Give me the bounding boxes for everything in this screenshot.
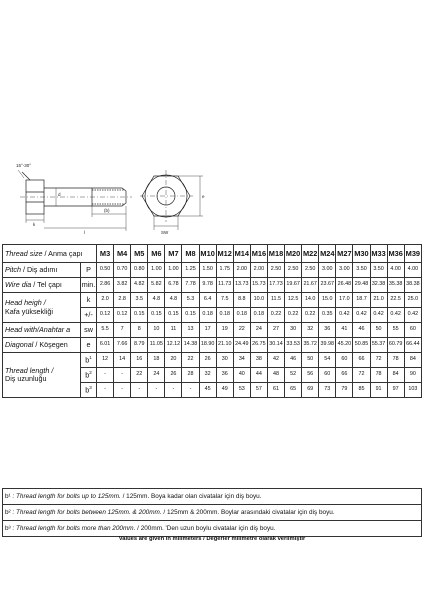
table-cell: 56 — [302, 368, 319, 383]
table-cell: 91 — [370, 383, 387, 398]
table-cell: 35.72 — [302, 338, 319, 353]
table-cell: 48 — [267, 368, 284, 383]
note-line — [3, 504, 421, 520]
table-cell: 7.5 — [216, 293, 233, 308]
table-cell: 84 — [404, 353, 421, 368]
row-symbol: $b^2$ — [81, 368, 97, 383]
table-cell: 17 — [199, 323, 216, 338]
table-cell: 2.50 — [267, 263, 284, 278]
table-cell: 24.49 — [233, 338, 250, 353]
chamfer-angle-label: 15°-30° — [16, 163, 32, 168]
table-cell: 72 — [370, 353, 387, 368]
table-cell: 32 — [199, 368, 216, 383]
table-cell: 22 — [233, 323, 250, 338]
table-cell: 46 — [285, 353, 302, 368]
table-cell: 41 — [336, 323, 353, 338]
table-cell: 13 — [182, 323, 199, 338]
row-label-en: Head heigh / — [5, 298, 46, 308]
table-cell: 26 — [165, 368, 182, 383]
row-symbol: $b^3$ — [81, 383, 97, 398]
table-cell: 55 — [387, 323, 404, 338]
table-cell: 26.75 — [250, 338, 267, 353]
table-cell: 50.85 — [353, 338, 370, 353]
note-symbol: b² — [5, 509, 11, 516]
table-cell: 14.38 — [182, 338, 199, 353]
table-cell: 8.79 — [131, 338, 148, 353]
size-header-cell: M7 — [165, 245, 182, 263]
sw-dimension-label: SW — [161, 230, 169, 235]
size-header-cell: M24 — [319, 245, 336, 263]
table-cell: 11.05 — [148, 338, 165, 353]
table-cell: 1.50 — [199, 263, 216, 278]
table-row — [3, 263, 422, 278]
b-dimension-label: (b) — [104, 208, 110, 213]
table-cell: 19 — [216, 323, 233, 338]
table-cell: 2.0 — [97, 293, 114, 308]
table-cell: 21.10 — [216, 338, 233, 353]
row-label-en: Diagonal — [5, 339, 34, 349]
table-cell: 4.82 — [131, 278, 148, 293]
table-cell: 11.5 — [267, 293, 284, 308]
table-cell: 57 — [250, 383, 267, 398]
table-cell: 26.48 — [336, 278, 353, 293]
table-cell: 3.50 — [370, 263, 387, 278]
row-label-tr: / Diş adımı — [20, 264, 58, 274]
table-cell: 60 — [319, 368, 336, 383]
table-cell: 39.98 — [319, 338, 336, 353]
note-line — [3, 488, 421, 504]
table-cell: 32.38 — [370, 278, 387, 293]
table-cell: 97 — [387, 383, 404, 398]
table-cell: 1.00 — [148, 263, 165, 278]
row-label — [3, 323, 81, 338]
table-cell: 12.5 — [285, 293, 302, 308]
row-label-en: Head with/Anahtar a — [5, 324, 71, 334]
size-header-cell: M4 — [114, 245, 131, 263]
table-cell: 60 — [336, 353, 353, 368]
table-cell: 38.38 — [404, 278, 421, 293]
table-cell: 0.42 — [370, 308, 387, 323]
table-cell: 0.42 — [387, 308, 404, 323]
table-cell: 1.00 — [165, 263, 182, 278]
table-cell: 33.53 — [285, 338, 302, 353]
row-symbol: e — [81, 338, 97, 353]
d-dimension-label: d — [58, 192, 61, 197]
note-symbol: b¹ — [5, 493, 11, 500]
table-cell: 18.90 — [199, 338, 216, 353]
table-cell: 30 — [285, 323, 302, 338]
table-cell: 12 — [97, 353, 114, 368]
row-label — [3, 353, 81, 398]
size-header-cell: M27 — [336, 245, 353, 263]
table-cell: - — [114, 368, 131, 383]
table-cell: 0.42 — [404, 308, 421, 323]
table-cell: 10 — [148, 323, 165, 338]
table-cell: 6.01 — [97, 338, 114, 353]
table-cell: 6.78 — [165, 278, 182, 293]
table-cell: 79 — [336, 383, 353, 398]
size-header-cell: M33 — [370, 245, 387, 263]
row-label-en: Thread length / — [5, 365, 54, 375]
table-cell: 0.50 — [97, 263, 114, 278]
table-row — [3, 293, 422, 308]
table-cell: 66 — [336, 368, 353, 383]
header-label-en: Thread size — [5, 248, 43, 258]
table-cell: 0.15 — [148, 308, 165, 323]
table-cell: 17.73 — [267, 278, 284, 293]
table-header-row — [3, 245, 422, 263]
table-cell: 73 — [319, 383, 336, 398]
table-cell: 24 — [148, 368, 165, 383]
table-cell: 103 — [404, 383, 421, 398]
row-symbol: min. — [81, 278, 97, 293]
table-cell: 1.25 — [182, 263, 199, 278]
table-cell: 10.0 — [250, 293, 267, 308]
table-cell: - — [114, 383, 131, 398]
table-cell: 14 — [114, 353, 131, 368]
table-cell: 19.67 — [285, 278, 302, 293]
table-cell: 36 — [319, 323, 336, 338]
table-cell: 2.86 — [97, 278, 114, 293]
table-cell: 22 — [182, 353, 199, 368]
table-cell: 0.22 — [302, 308, 319, 323]
row-label-tr: Diş uzunluğu — [5, 374, 47, 383]
table-cell: 85 — [353, 383, 370, 398]
table-cell: 90 — [404, 368, 421, 383]
table-cell: 0.22 — [285, 308, 302, 323]
table-cell: 0.22 — [267, 308, 284, 323]
row-symbol: k — [81, 293, 97, 308]
table-cell: 11 — [165, 323, 182, 338]
table-cell: 22 — [131, 368, 148, 383]
bolt-technical-drawing — [0, 150, 424, 242]
table-cell: 78 — [387, 353, 404, 368]
table-cell: 15.73 — [250, 278, 267, 293]
table-cell: 42 — [267, 353, 284, 368]
table-cell: 36 — [216, 368, 233, 383]
table-cell: - — [131, 383, 148, 398]
row-label-tr: / Tel çapı — [31, 279, 62, 289]
table-cell: 8.8 — [233, 293, 250, 308]
row-symbol: sw — [81, 323, 97, 338]
table-cell: 46 — [353, 323, 370, 338]
table-cell: 3.5 — [131, 293, 148, 308]
note-text-tr: / 125mm. Boya kadar olan civatalar için diş boyu. — [120, 493, 262, 500]
note-text-tr: / 200mm. 'Den uzun boylu civatalar için diş boyu. — [135, 525, 276, 532]
table-cell: 3.82 — [114, 278, 131, 293]
table-row — [3, 323, 422, 338]
row-label — [3, 338, 81, 353]
table-cell: 60.79 — [387, 338, 404, 353]
table-cell: 28 — [182, 368, 199, 383]
row-symbol: +/- — [81, 308, 97, 323]
table-cell: 27 — [267, 323, 284, 338]
table-cell: 45.20 — [336, 338, 353, 353]
table-cell: 0.12 — [114, 308, 131, 323]
table-cell: - — [97, 383, 114, 398]
units-footnote: Values are given in milimeters / Değerler milimetre olarak verilmiştir — [118, 536, 306, 542]
table-cell: 15.0 — [319, 293, 336, 308]
table-cell: 0.15 — [182, 308, 199, 323]
table-cell: 4.00 — [387, 263, 404, 278]
note-text-en: : Thread length for bolts up to 125mm. — [10, 493, 121, 500]
table-cell: 21.67 — [302, 278, 319, 293]
table-cell: 0.18 — [216, 308, 233, 323]
table-cell: 29.48 — [353, 278, 370, 293]
table-cell: 1.75 — [216, 263, 233, 278]
table-cell: 0.42 — [353, 308, 370, 323]
table-cell: 7 — [114, 323, 131, 338]
bolt-dimensions-table — [2, 244, 422, 398]
table-cell: 52 — [285, 368, 302, 383]
table-cell: 66 — [353, 353, 370, 368]
note-symbol: b³ — [5, 525, 11, 532]
table-cell: 0.15 — [131, 308, 148, 323]
table-cell: 13.73 — [233, 278, 250, 293]
table-cell: 4.8 — [148, 293, 165, 308]
table-cell: 0.35 — [319, 308, 336, 323]
table-cell: 54 — [319, 353, 336, 368]
table-cell: 50 — [370, 323, 387, 338]
row-label-tr: Kafa yüksekliği — [5, 306, 53, 316]
table-cell: 21.0 — [370, 293, 387, 308]
table-cell: 26 — [199, 353, 216, 368]
size-header-cell: M5 — [131, 245, 148, 263]
table-cell: 0.18 — [250, 308, 267, 323]
table-cell: 24 — [250, 323, 267, 338]
table-row — [3, 353, 422, 368]
table-cell: 18.7 — [353, 293, 370, 308]
table-cell: 3.00 — [336, 263, 353, 278]
table-cell: 3.00 — [319, 263, 336, 278]
table-cell: 0.12 — [97, 308, 114, 323]
table-cell: 66.44 — [404, 338, 421, 353]
note-text-en: : Thread length for bolts more than 200mm. — [10, 525, 136, 532]
table-cell: 38 — [250, 353, 267, 368]
size-header-cell: M14 — [233, 245, 250, 263]
size-header-cell: M16 — [250, 245, 267, 263]
table-cell: 61 — [267, 383, 284, 398]
table-cell: 4.00 — [404, 263, 421, 278]
table-cell: 4.8 — [165, 293, 182, 308]
row-label — [3, 263, 81, 278]
table-cell: 50 — [302, 353, 319, 368]
size-header-cell: M30 — [353, 245, 370, 263]
table-cell: 69 — [302, 383, 319, 398]
table-cell: 53 — [233, 383, 250, 398]
table-cell: - — [97, 368, 114, 383]
table-cell: 0.18 — [233, 308, 250, 323]
table-cell: 5.3 — [182, 293, 199, 308]
size-header-cell: M39 — [404, 245, 421, 263]
table-cell: 18 — [148, 353, 165, 368]
k-dimension-label: k — [33, 222, 36, 227]
e-dimension-label: e — [202, 194, 205, 199]
thread-length-notes — [2, 488, 422, 537]
table-cell: 25.0 — [404, 293, 421, 308]
size-header-cell: M22 — [302, 245, 319, 263]
table-cell: 0.42 — [336, 308, 353, 323]
size-header-cell: M12 — [216, 245, 233, 263]
thread-size-header — [3, 245, 97, 263]
table-cell: 34 — [233, 353, 250, 368]
table-cell: 8 — [131, 323, 148, 338]
row-label-en: Wire dia — [5, 279, 32, 289]
table-cell: 12.12 — [165, 338, 182, 353]
table-cell: 9.78 — [199, 278, 216, 293]
size-header-cell: M36 — [387, 245, 404, 263]
table-cell: 30.14 — [267, 338, 284, 353]
table-cell: 2.50 — [302, 263, 319, 278]
size-header-cell: M18 — [267, 245, 284, 263]
table-cell: 84 — [387, 368, 404, 383]
note-line — [3, 520, 421, 536]
table-cell: 35.38 — [387, 278, 404, 293]
table-cell: 14.0 — [302, 293, 319, 308]
table-row — [3, 278, 422, 293]
table-cell: 2.00 — [233, 263, 250, 278]
table-cell: 49 — [216, 383, 233, 398]
row-symbol: P — [81, 263, 97, 278]
table-cell: 30 — [216, 353, 233, 368]
table-cell: 16 — [131, 353, 148, 368]
size-header-cell: M20 — [285, 245, 302, 263]
table-cell: 3.50 — [353, 263, 370, 278]
table-cell: 7.66 — [114, 338, 131, 353]
table-cell: 0.15 — [165, 308, 182, 323]
table-cell: 0.70 — [114, 263, 131, 278]
l-dimension-label: l — [84, 230, 85, 235]
table-cell: 45 — [199, 383, 216, 398]
row-label — [3, 278, 81, 293]
table-cell: - — [165, 383, 182, 398]
size-header-cell: M3 — [97, 245, 114, 263]
table-cell: 72 — [353, 368, 370, 383]
table-cell: 65 — [285, 383, 302, 398]
table-cell: 11.73 — [216, 278, 233, 293]
table-cell: 2.50 — [285, 263, 302, 278]
table-cell: 5.5 — [97, 323, 114, 338]
table-row — [3, 338, 422, 353]
row-label-tr: / Köşegen — [33, 339, 68, 349]
note-text-tr: / 125mm & 200mm. Boylar arasındaki civatalar için diş boyu. — [161, 509, 335, 516]
row-symbol: $b^1$ — [81, 353, 97, 368]
row-label — [3, 293, 81, 323]
table-cell: 17.0 — [336, 293, 353, 308]
table-cell: 2.00 — [250, 263, 267, 278]
table-cell: 22.5 — [387, 293, 404, 308]
note-text-en: : Thread length for bolts between 125mm. & 200mm. — [10, 509, 162, 516]
table-cell: 32 — [302, 323, 319, 338]
table-cell: 40 — [233, 368, 250, 383]
table-cell: 7.78 — [182, 278, 199, 293]
table-cell: - — [182, 383, 199, 398]
table-cell: 55.37 — [370, 338, 387, 353]
table-cell: 23.67 — [319, 278, 336, 293]
table-cell: 6.4 — [199, 293, 216, 308]
row-label-en: Pitch — [5, 264, 21, 274]
table-cell: 0.80 — [131, 263, 148, 278]
table-cell: 20 — [165, 353, 182, 368]
table-cell: 5.82 — [148, 278, 165, 293]
table-cell: 0.18 — [199, 308, 216, 323]
size-header-cell: M8 — [182, 245, 199, 263]
size-header-cell: M6 — [148, 245, 165, 263]
table-cell: 60 — [404, 323, 421, 338]
table-cell: 44 — [250, 368, 267, 383]
table-cell: 78 — [370, 368, 387, 383]
table-cell: - — [148, 383, 165, 398]
header-label-tr: / Anma çapı — [42, 248, 83, 258]
table-cell: 2.8 — [114, 293, 131, 308]
size-header-cell: M10 — [199, 245, 216, 263]
